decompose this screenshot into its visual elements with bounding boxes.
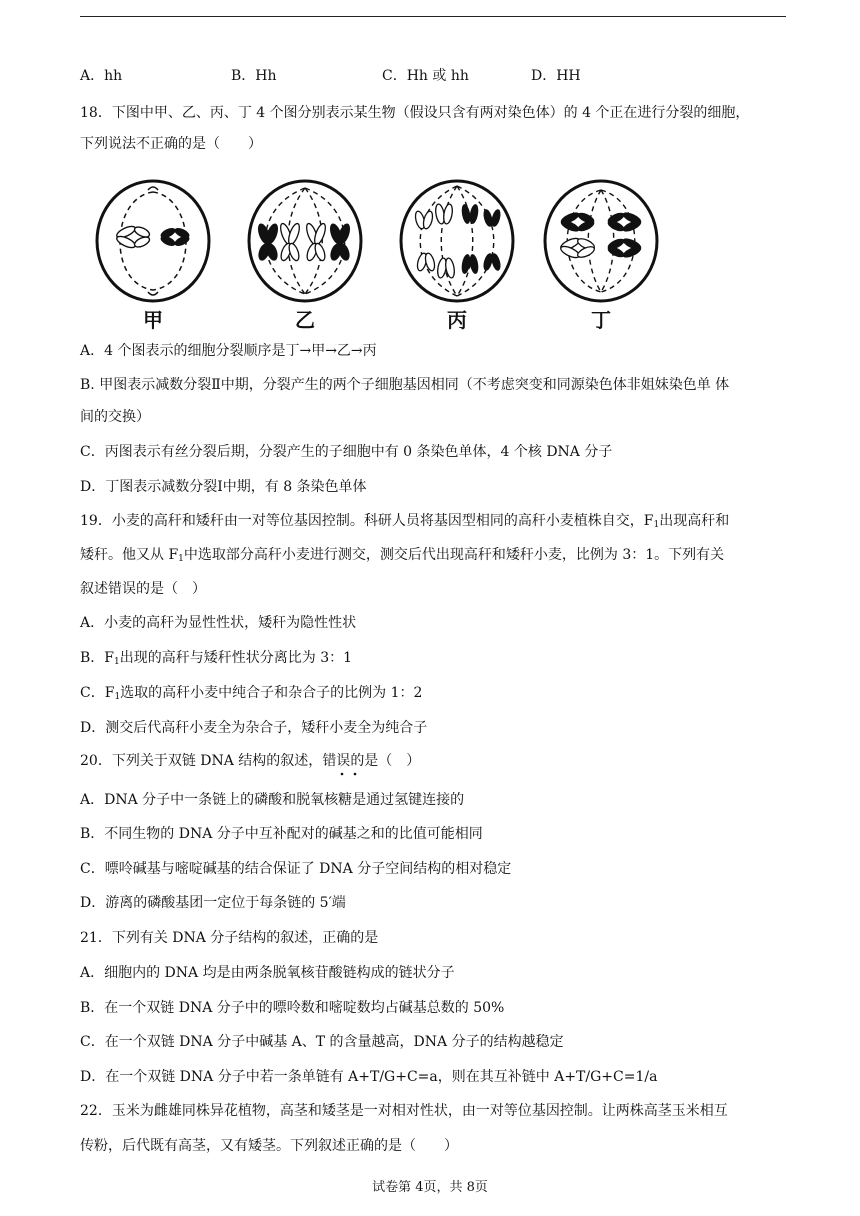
figure-label-jia: 甲: [143, 308, 163, 332]
q18-option-a[interactable]: A．4 个图表示的细胞分裂顺序是丁→甲→乙→丙: [80, 343, 377, 359]
q19-stem-line1: 19．小麦的高秆和矮秆由一对等位基因控制。科研人员将基因型相同的高秆小麦植株自交，$F_1$出现高秆和: [80, 513, 730, 530]
q19-option-a[interactable]: A．小麦的高秆为显性性状，矮秆为隐性性状: [80, 615, 357, 631]
cell-bing-diagram: [394, 178, 520, 304]
figure-label-yi: 乙: [295, 308, 315, 332]
q20-option-c[interactable]: C．嘌呤碱基与嘧啶碱基的结合保证了 DNA 分子空间结构的相对稳定: [80, 861, 512, 877]
q17-option-a[interactable]: A．hh: [80, 68, 123, 84]
q20-option-a[interactable]: A．DNA 分子中一条链上的磷酸和脱氧核糖是通过氢键连接的: [80, 792, 465, 808]
q20-option-d[interactable]: D．游离的磷酸基团一定位于每条链的 5′端: [80, 895, 346, 911]
q21-option-d[interactable]: D．在一个双链 DNA 分子中若一条单链有 A+T/G+C=a，则在其互补链中 A+T/G+C=1/a: [80, 1069, 658, 1085]
header-rule: [80, 16, 786, 17]
q19-option-c[interactable]: C．$F_1$选取的高秆小麦中纯合子和杂合子的比例为 1：2: [80, 685, 423, 702]
q21-stem: 21．下列有关 DNA 分子结构的叙述，正确的是: [80, 930, 379, 946]
q18-stem-line2: 下列说法不正确的是（ ）: [80, 136, 262, 152]
q22-stem-line1: 22．玉米为雌雄同株异花植物，高茎和矮茎是一对相对性状，由一对等位基因控制。让两株高茎玉米相互: [80, 1103, 728, 1119]
cell-yi-diagram: [242, 178, 368, 304]
emphasis-dots-text: 错误: [322, 753, 351, 769]
cell-jia-diagram: [90, 178, 216, 304]
q21-option-b[interactable]: B．在一个双链 DNA 分子中的嘌呤数和嘧啶数均占碱基总数的 50%: [80, 1000, 505, 1016]
q18-option-d[interactable]: D．丁图表示减数分裂Ⅰ中期，有 8 条染色单体: [80, 479, 367, 495]
q21-option-a[interactable]: A．细胞内的 DNA 均是由两条脱氧核苷酸链构成的链状分子: [80, 965, 455, 981]
q19-option-d[interactable]: D．测交后代高秆小麦全为杂合子，矮秆小麦全为纯合子: [80, 720, 428, 736]
q22-stem-line2: 传粉，后代既有高茎，又有矮茎。下列叙述正确的是（ ）: [80, 1138, 458, 1154]
emphasis-dots-icon: [339, 771, 359, 777]
q20-stem: 20．下列关于双链 DNA 结构的叙述，错误的是（ ）: [80, 753, 421, 769]
q20-option-b[interactable]: B．不同生物的 DNA 分子中互补配对的碱基之和的比值可能相同: [80, 826, 483, 842]
q21-option-c[interactable]: C．在一个双链 DNA 分子中碱基 A、T 的含量越高，DNA 分子的结构越稳定: [80, 1034, 564, 1050]
figure-label-bing: 丙: [447, 308, 467, 332]
q19-option-b[interactable]: B．$F_1$出现的高秆与矮秆性状分离比为 3：1: [80, 650, 353, 667]
q18-option-c[interactable]: C．丙图表示有丝分裂后期，分裂产生的子细胞中有 0 条染色单体，4 个核 DNA 分子: [80, 444, 613, 460]
cell-division-figure: [84, 176, 664, 336]
q17-option-c[interactable]: C．Hh 或 hh: [382, 68, 469, 84]
figure-label-ding: 丁: [591, 308, 611, 332]
q18-option-b-line2[interactable]: 间的交换）: [80, 409, 150, 425]
q18-option-b-line1[interactable]: B. 甲图表示减数分裂Ⅱ中期，分裂产生的两个子细胞基因相同（不考虑突变和同源染色体非姐妹染色单 体: [80, 377, 730, 393]
q17-option-d[interactable]: D．HH: [531, 68, 581, 84]
page-footer: 试卷第 4页，共 8页: [372, 1180, 488, 1195]
q18-stem-line1: 18．下图中甲、乙、丙、丁 4 个图分别表示某生物（假设只含有两对染色体）的 4 个正在进行分裂的细胞，: [80, 105, 750, 121]
q19-stem-line3: 叙述错误的是（ ）: [80, 581, 206, 597]
q19-stem-line2: 矮秆。他又从 $F_1$中选取部分高秆小麦进行测交，测交后代出现高秆和矮秆小麦，比例为 3：1。下列有关: [80, 547, 725, 564]
q17-option-b[interactable]: B．Hh: [231, 68, 277, 84]
cell-ding-diagram: [538, 178, 664, 304]
